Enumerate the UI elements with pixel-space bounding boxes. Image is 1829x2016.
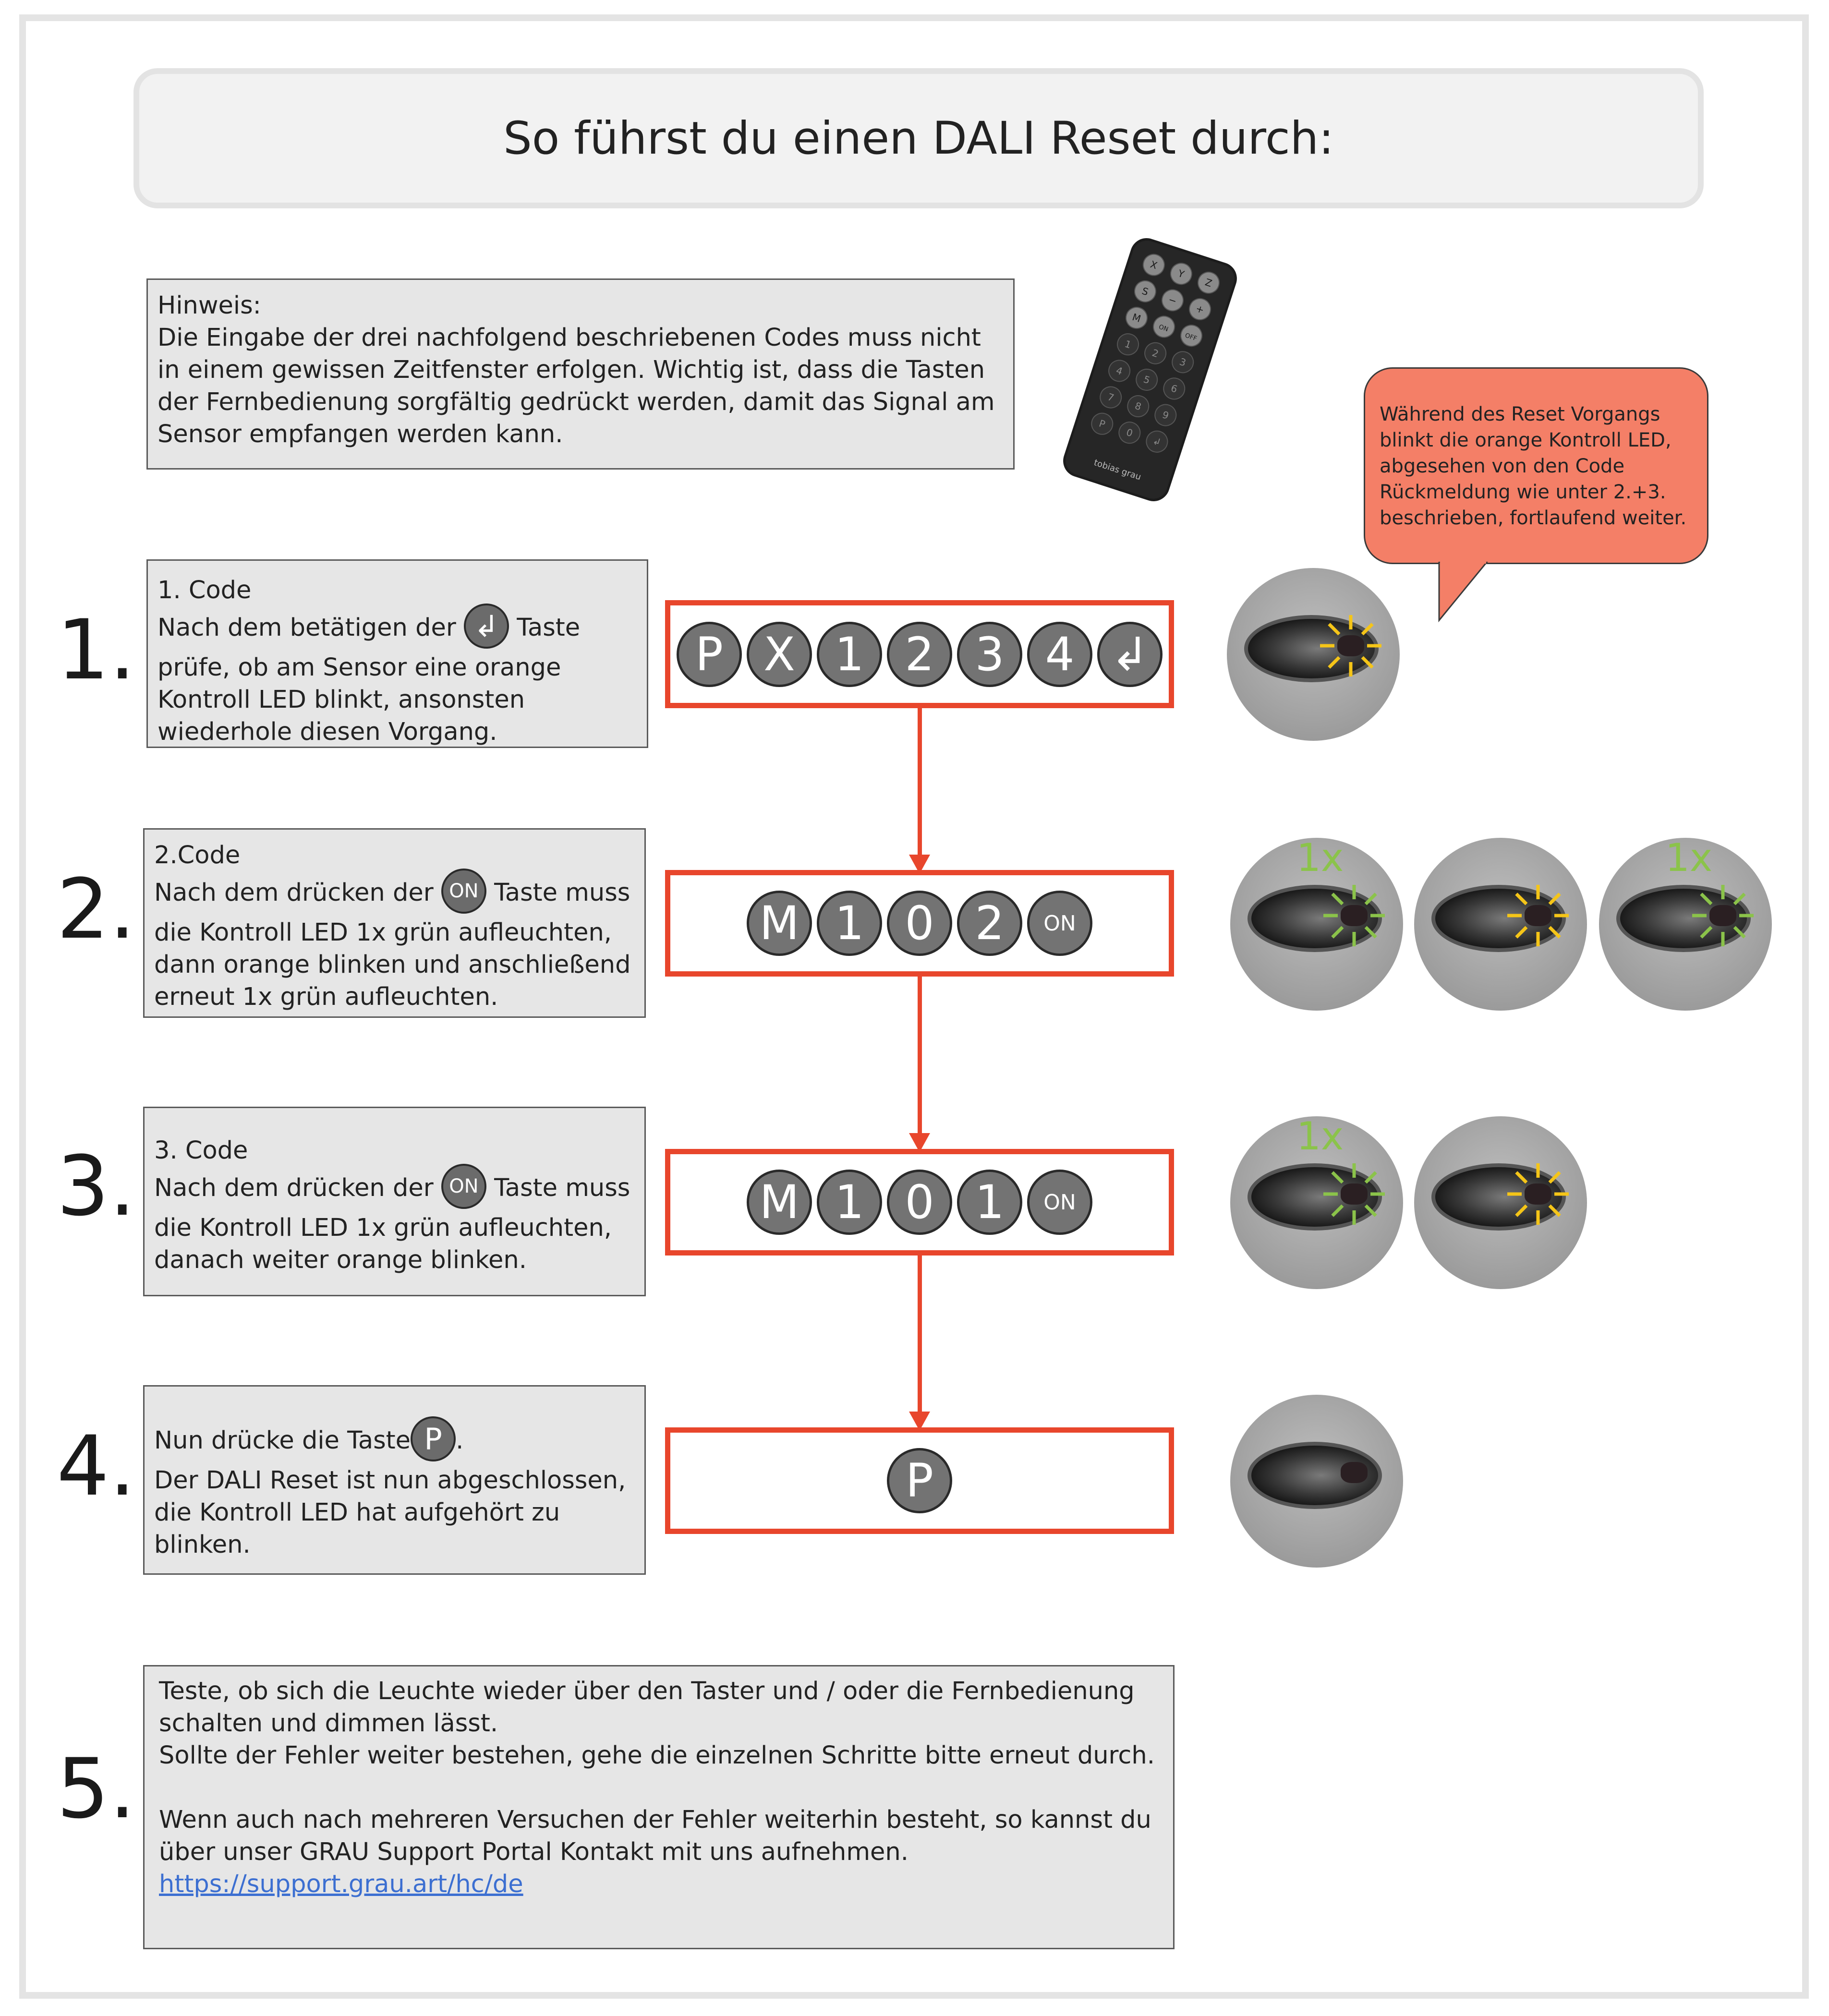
- hinweis-heading: Hinweis:: [157, 291, 261, 320]
- led-ray: [1734, 894, 1744, 904]
- flow-arrow-1: [918, 708, 922, 859]
- led-ray: [1362, 657, 1372, 667]
- led-ray: [1332, 927, 1343, 937]
- step-3-heading: 3. Code: [154, 1136, 248, 1165]
- step-3-description: [143, 1107, 646, 1296]
- led-ray: [1550, 1206, 1560, 1216]
- remote-brand-text: tobias grau: [1092, 458, 1142, 483]
- step-2-sensor-photo-orange: [1414, 838, 1587, 1011]
- remote-key-label: 0: [1125, 426, 1135, 439]
- step-1-text-before: Nach dem betätigen der: [157, 614, 456, 642]
- code-key-3: 3: [957, 622, 1022, 687]
- step-3-text: [154, 1167, 635, 1276]
- step-2-text: [154, 871, 635, 1013]
- led-ray: [1329, 624, 1339, 634]
- step-5-spacer: [159, 1772, 1163, 1804]
- code-key-2: 2: [957, 891, 1022, 956]
- step-4-text-line2: Der DALI Reset ist nun abgeschlossen, die Kontroll LED hat aufgehört zu blinken.: [154, 1466, 626, 1559]
- remote-key-label: 9: [1161, 409, 1171, 422]
- led-blink-orange-icon: [1312, 612, 1389, 679]
- page-title-text: So führst du einen DALI Reset durch:: [503, 112, 1334, 165]
- hinweis-text: Die Eingabe der drei nachfolgend beschriebenen Codes muss nicht in einem gewissen Zeitfenster erfolgen. Wichtig ist, dass die Tasten der Fernbedienung sorgfältig gedrückt werden, damit das Signal am Sensor empfangen werden kann.: [157, 324, 995, 448]
- step-2-count-1: 1x: [1296, 835, 1344, 880]
- step-1-text: [157, 606, 637, 748]
- info-bubble-tail: [1433, 562, 1501, 624]
- led-ray: [1366, 927, 1376, 937]
- hinweis-box: [146, 278, 1015, 470]
- remote-key-label: 2: [1151, 347, 1160, 360]
- code-key-m: M: [747, 891, 812, 956]
- remote-key-label: M: [1131, 311, 1142, 325]
- step-3-text-before: Nach dem drücken der: [154, 1174, 434, 1202]
- enter-key-icon: ↲: [464, 604, 509, 649]
- code-key-0: 0: [887, 1170, 952, 1235]
- led-blink-green-icon: [1316, 882, 1393, 949]
- led-ray: [1516, 1206, 1526, 1216]
- remote-key-label: 4: [1114, 364, 1124, 377]
- led-ray: [1332, 894, 1343, 904]
- step-3-sensor-photo-orange: [1414, 1116, 1587, 1289]
- step-3-text-after: Taste muss die Kontroll LED 1x grün aufleuchten, danach weiter orange blinken.: [154, 1174, 630, 1274]
- led-ray: [1332, 1206, 1343, 1216]
- code-key-2: 2: [887, 622, 952, 687]
- code-key-1: 1: [817, 1170, 882, 1235]
- remote-key-label: +: [1194, 302, 1206, 316]
- step-4-description: [143, 1385, 646, 1575]
- step-3-code-box: [665, 1149, 1174, 1255]
- sensor-led: [1341, 1462, 1368, 1483]
- code-key-1: 1: [957, 1170, 1022, 1235]
- code-key-p: P: [887, 1448, 952, 1513]
- remote-key-label: 8: [1133, 399, 1143, 413]
- step-5-para3: Wenn auch nach mehreren Versuchen der Fehler weiterhin besteht, so kannst du über unser GRAU Support Portal Kontakt mit uns aufnehmen.: [159, 1806, 1151, 1866]
- remote-key-label: 5: [1142, 373, 1151, 386]
- step-5-number: 5.: [57, 1740, 136, 1837]
- on-key-icon: ON: [441, 869, 486, 914]
- led-ray: [1550, 894, 1560, 904]
- step-3-number: 3.: [57, 1138, 136, 1234]
- code-key-on: ON: [1027, 891, 1092, 956]
- code-key-1: 1: [817, 622, 882, 687]
- led-ray: [1366, 1206, 1376, 1216]
- step-1-text-after: Taste prüfe, ob am Sensor eine orange Kontroll LED blinkt, ansonsten wiederhole diesen Vorgang.: [157, 614, 581, 746]
- step-5-description: [143, 1665, 1175, 1949]
- step-1-description: [146, 559, 648, 748]
- step-1-heading: 1. Code: [157, 576, 252, 604]
- remote-key-label: ON: [1158, 323, 1169, 334]
- step-4-text-before: Nun drücke die Taste: [154, 1426, 411, 1455]
- led-ray: [1550, 927, 1560, 937]
- flow-arrow-3: [918, 1255, 922, 1416]
- led-ray: [1366, 1172, 1376, 1183]
- step-2-text-after: Taste muss die Kontroll LED 1x grün aufleuchten, dann orange blinken und anschließend erneut 1x grün aufleuchten.: [154, 879, 631, 1011]
- step-2-count-2: 1x: [1665, 835, 1713, 880]
- led-ray: [1516, 894, 1526, 904]
- code-key-1: 1: [817, 891, 882, 956]
- remote-key-label: X: [1149, 258, 1159, 272]
- code-key-x: X: [747, 622, 812, 687]
- step-4-number: 4.: [57, 1418, 136, 1514]
- remote-key-label: ↲: [1151, 435, 1163, 448]
- remote-key-label: S: [1140, 285, 1150, 298]
- step-2-text-before: Nach dem drücken der: [154, 879, 434, 907]
- led-blink-orange-icon: [1500, 1160, 1576, 1228]
- info-bubble-text: Während des Reset Vorgangs blinkt die orange Kontroll LED, abgesehen von den Code Rückmeldung wie unter 2.+3. beschrieben, fortlaufend weiter.: [1380, 403, 1687, 529]
- remote-key-label: 1: [1123, 338, 1133, 351]
- on-key-icon: ON: [441, 1164, 486, 1209]
- remote-key-label: P: [1097, 417, 1107, 430]
- step-5-para2: Sollte der Fehler weiter bestehen, gehe die einzelnen Schritte bitte erneut durch.: [159, 1741, 1155, 1770]
- led-ray: [1332, 1172, 1343, 1183]
- page-title: [133, 68, 1704, 208]
- code-key-0: 0: [887, 891, 952, 956]
- step-4-sensor-photo-off: [1230, 1395, 1403, 1568]
- step-1-code-box: [665, 600, 1174, 708]
- led-ray: [1734, 927, 1744, 937]
- p-key-icon: P: [411, 1416, 456, 1461]
- led-ray: [1516, 927, 1526, 937]
- step-5-para1: Teste, ob sich die Leuchte wieder über den Taster und / oder die Fernbedienung schalten und dimmen lässt.: [159, 1677, 1135, 1738]
- led-blink-green-icon: [1684, 882, 1761, 949]
- step-4-text-line1: [154, 1419, 635, 1464]
- step-3-count-1: 1x: [1296, 1114, 1344, 1159]
- code-key-on: ON: [1027, 1170, 1092, 1235]
- led-blink-green-icon: [1316, 1160, 1393, 1228]
- led-blink-orange-icon: [1500, 882, 1576, 949]
- remote-control-image: [1049, 235, 1251, 504]
- step-2-number: 2.: [57, 861, 136, 957]
- led-ray: [1550, 1172, 1560, 1183]
- remote-key-label: 3: [1178, 355, 1187, 369]
- step-2-description: [143, 828, 646, 1018]
- code-key-m: M: [747, 1170, 812, 1235]
- step-2-heading: 2.Code: [154, 841, 241, 869]
- remote-key-label: −: [1167, 293, 1178, 307]
- remote-key-label: OFF: [1184, 332, 1198, 343]
- led-ray: [1701, 927, 1711, 937]
- step-4-code-box: [665, 1427, 1174, 1534]
- remote-control-svg: [1049, 235, 1251, 504]
- info-bubble: [1364, 367, 1708, 564]
- step-4-text-after: .: [456, 1426, 464, 1455]
- remote-key-label: 6: [1169, 382, 1179, 395]
- step-2-code-box: [665, 870, 1174, 977]
- led-ray: [1701, 894, 1711, 904]
- code-key-p: P: [677, 622, 742, 687]
- led-ray: [1362, 624, 1372, 634]
- code-key-enter: ↲: [1097, 622, 1163, 687]
- remote-key-label: 7: [1106, 391, 1115, 404]
- remote-key-label: Z: [1203, 276, 1214, 290]
- flow-arrow-2: [918, 977, 922, 1138]
- code-key-4: 4: [1027, 622, 1092, 687]
- step-1-sensor-photo: [1227, 568, 1400, 741]
- led-ray: [1329, 657, 1339, 667]
- support-portal-link[interactable]: https://support.grau.art/hc/de: [159, 1870, 523, 1898]
- led-ray: [1516, 1172, 1526, 1183]
- step-1-number: 1.: [57, 602, 136, 698]
- remote-key-label: Y: [1176, 267, 1186, 280]
- led-ray: [1366, 894, 1376, 904]
